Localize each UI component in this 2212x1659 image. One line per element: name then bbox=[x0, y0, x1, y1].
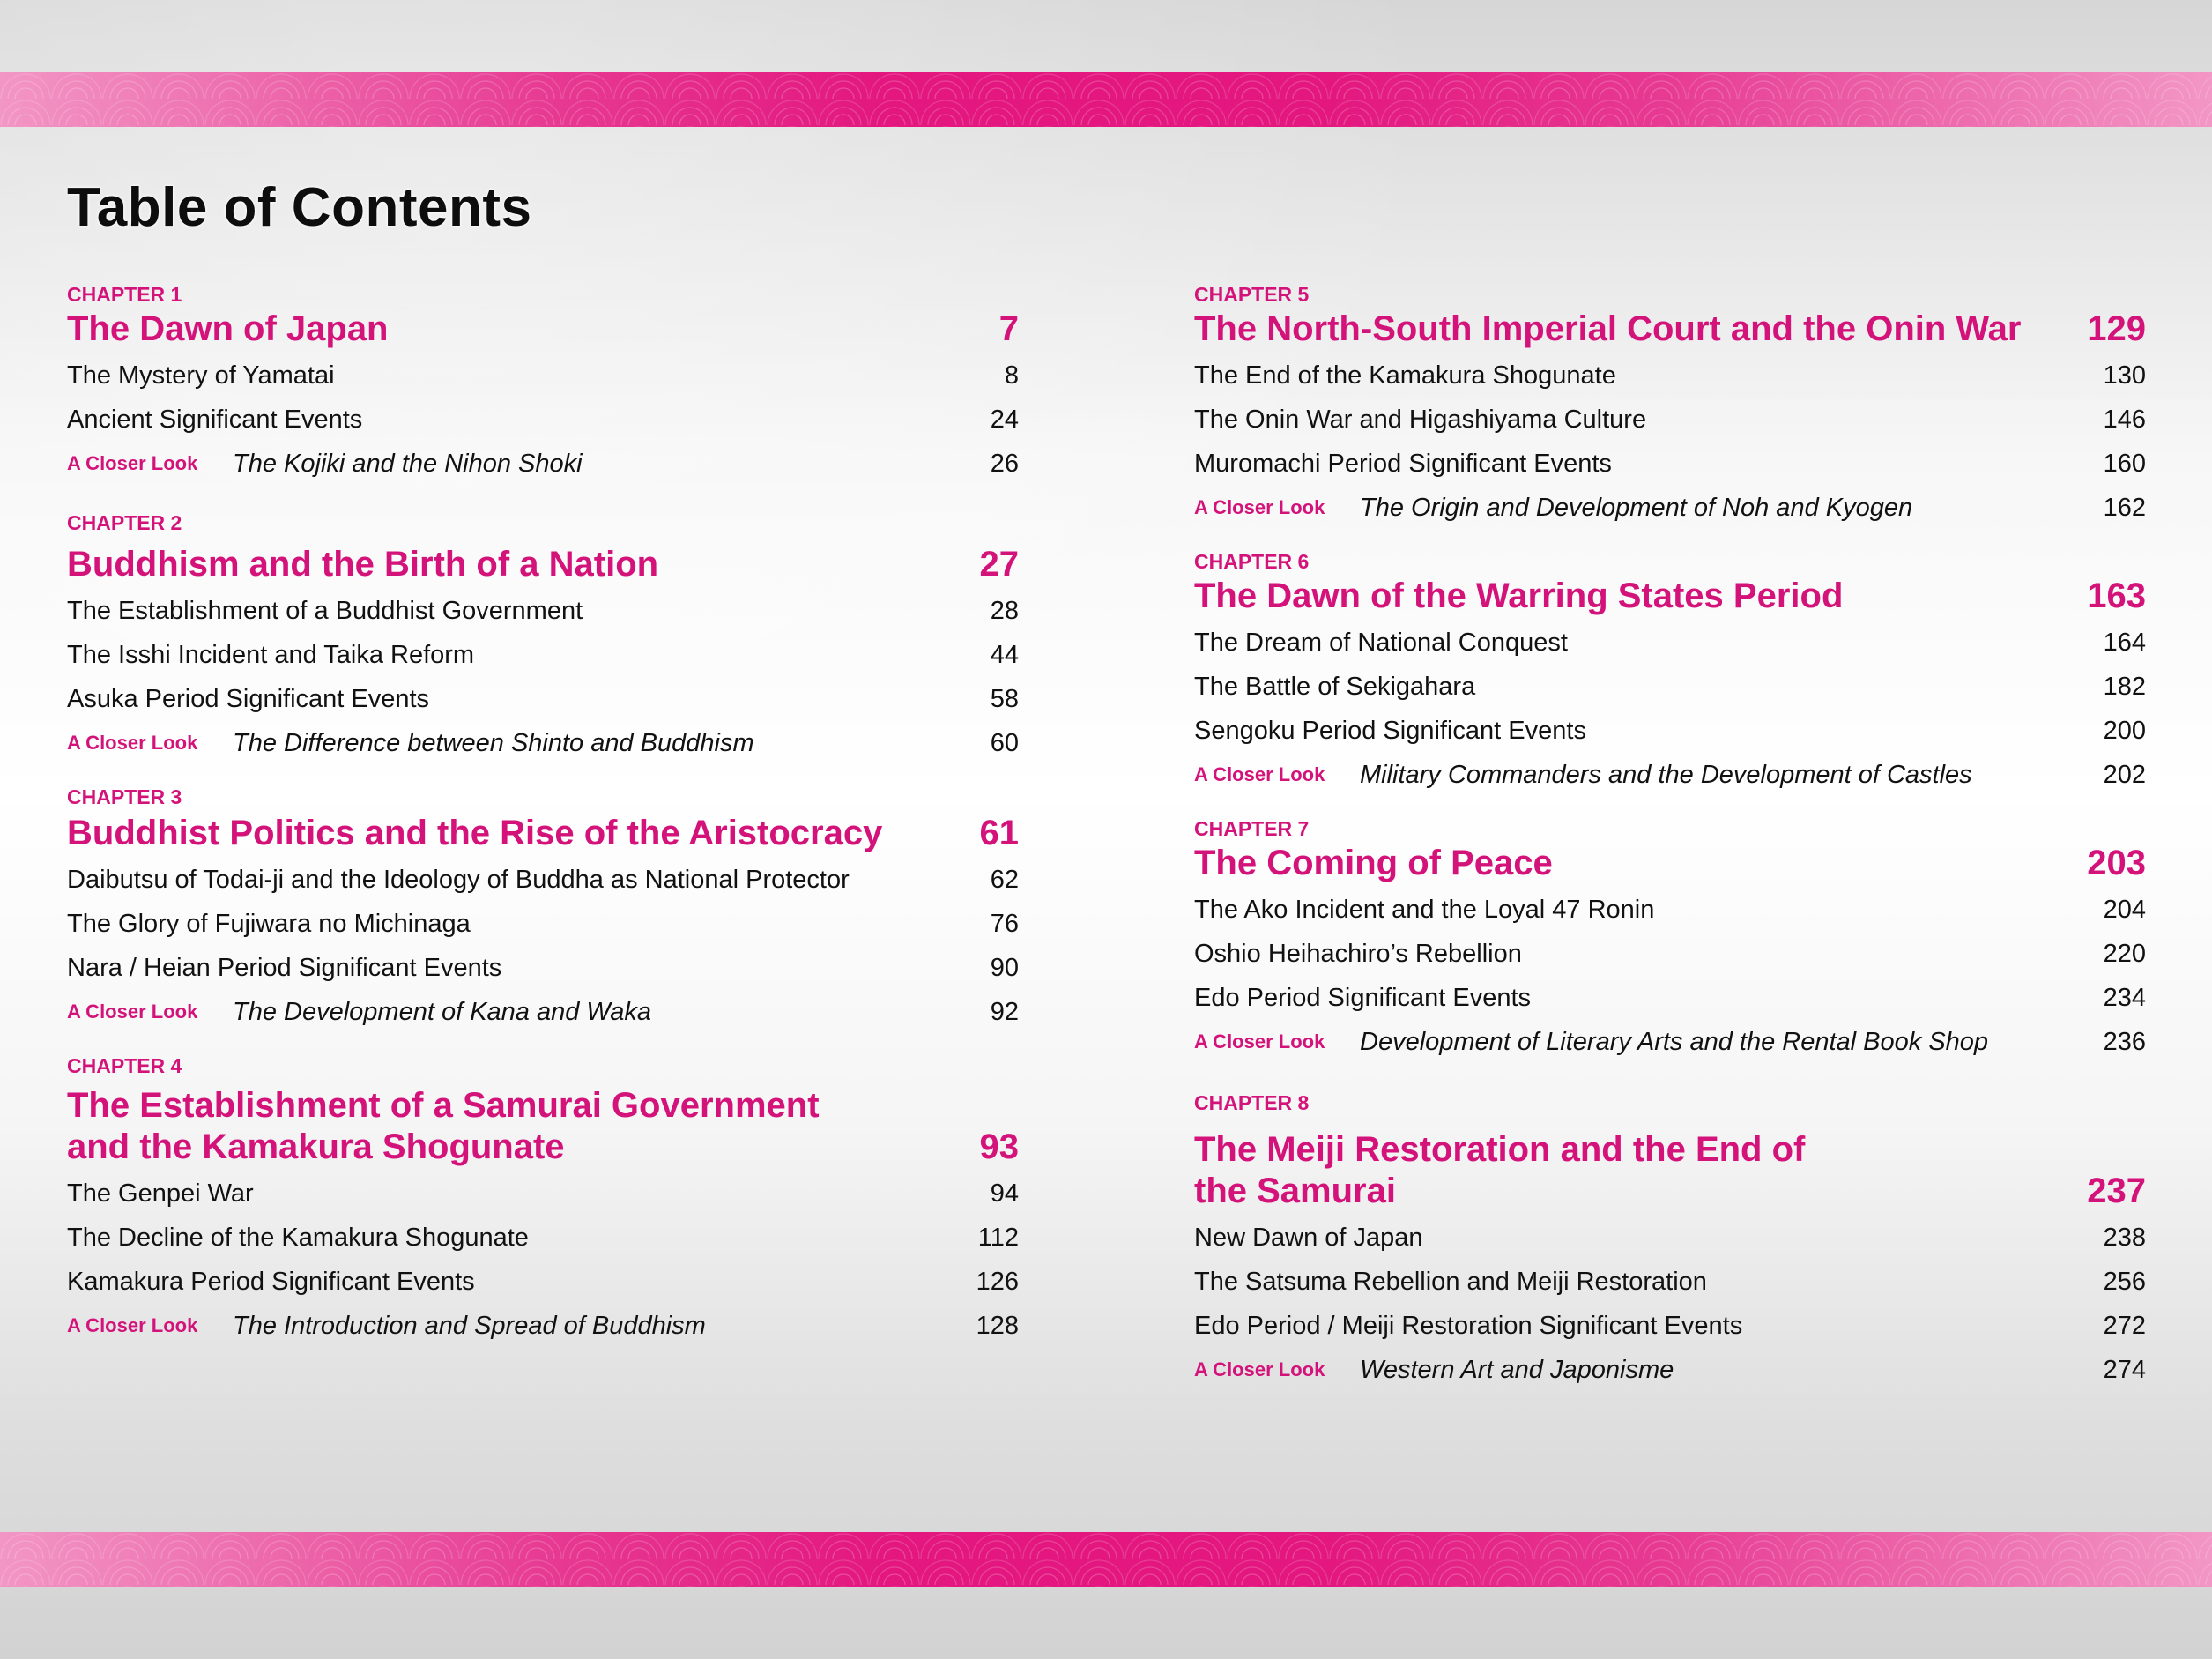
entry-page: 128 bbox=[976, 1311, 1019, 1340]
closer-look-title: The Difference between Shinto and Buddhism bbox=[233, 728, 754, 757]
closer-look-wrap bbox=[1194, 1028, 1988, 1057]
toc-column-left bbox=[67, 280, 1019, 1348]
chapter-page: 237 bbox=[2087, 1172, 2146, 1210]
closer-look-title: The Origin and Development of Noh and Kyogen bbox=[1360, 493, 1913, 522]
closer-look-title: Military Commanders and the Development of Castles bbox=[1360, 760, 1972, 789]
chapter-title-line-2: and the Kamakura Shogunate bbox=[67, 1127, 565, 1166]
chapter-title: The Dawn of the Warring States Period bbox=[1194, 577, 1844, 615]
closer-look-wrap bbox=[1194, 761, 1972, 790]
chapter-6 bbox=[1194, 547, 2146, 797]
toc-entry[interactable] bbox=[1194, 665, 2146, 709]
toc-entry[interactable] bbox=[1194, 888, 2146, 932]
chapter-heading[interactable] bbox=[1194, 843, 2146, 884]
chapter-label: CHAPTER 1 bbox=[67, 283, 182, 306]
chapter-title: The Dawn of Japan bbox=[67, 309, 389, 348]
chapter-page: 203 bbox=[2087, 844, 2146, 882]
toc-entry[interactable] bbox=[67, 946, 1019, 990]
chapter-title: Buddhist Politics and the Rise of the Aristocracy bbox=[67, 814, 883, 852]
closer-look-tag: A Closer Look bbox=[67, 1314, 198, 1336]
chapter-heading[interactable] bbox=[67, 1085, 1019, 1168]
toc-entry[interactable] bbox=[67, 858, 1019, 902]
entry-title: The Battle of Sekigahara bbox=[1194, 672, 1476, 701]
closer-look-tag: A Closer Look bbox=[1194, 496, 1325, 518]
toc-entry[interactable] bbox=[67, 398, 1019, 442]
chapter-4 bbox=[67, 1052, 1019, 1348]
entry-page: 234 bbox=[2103, 983, 2146, 1012]
closer-look-entry[interactable] bbox=[1194, 753, 2146, 797]
toc-entry[interactable] bbox=[67, 1216, 1019, 1260]
entry-title: Ancient Significant Events bbox=[67, 405, 363, 434]
chapter-label: CHAPTER 2 bbox=[67, 511, 182, 534]
chapter-heading[interactable] bbox=[1194, 1129, 2146, 1212]
chapter-title: Buddhism and the Birth of a Nation bbox=[67, 545, 659, 584]
chapter-label: CHAPTER 5 bbox=[1194, 283, 1310, 306]
entry-title: Daibutsu of Todai-ji and the Ideology of Buddha as National Protector bbox=[67, 865, 850, 894]
entry-page: 92 bbox=[990, 997, 1019, 1026]
entry-page: 162 bbox=[2103, 493, 2146, 522]
toc-column-right bbox=[1194, 280, 2146, 1392]
entry-page: 256 bbox=[2103, 1267, 2146, 1296]
bottom-decorative-band bbox=[0, 1532, 2212, 1587]
entry-page: 112 bbox=[977, 1223, 1019, 1252]
chapter-1 bbox=[67, 280, 1019, 486]
entry-title: Edo Period / Meiji Restoration Significant Events bbox=[1194, 1311, 1743, 1340]
closer-look-wrap bbox=[67, 729, 754, 758]
chapter-label: CHAPTER 4 bbox=[67, 1054, 182, 1077]
toc-entry[interactable] bbox=[1194, 442, 2146, 486]
entry-title: The Mystery of Yamatai bbox=[67, 361, 335, 390]
entry-title: The Establishment of a Buddhist Government bbox=[67, 596, 583, 625]
toc-entry[interactable] bbox=[67, 677, 1019, 721]
toc-entry[interactable] bbox=[1194, 932, 2146, 976]
closer-look-wrap bbox=[67, 450, 583, 479]
toc-entry[interactable] bbox=[67, 353, 1019, 398]
toc-entry[interactable] bbox=[1194, 621, 2146, 665]
chapter-page: 27 bbox=[979, 545, 1019, 584]
entry-page: 164 bbox=[2103, 628, 2146, 657]
chapter-page: 163 bbox=[2087, 577, 2146, 615]
chapter-5 bbox=[1194, 280, 2146, 530]
entry-page: 130 bbox=[2103, 361, 2146, 390]
entry-page: 272 bbox=[2103, 1311, 2146, 1340]
entry-page: 238 bbox=[2103, 1223, 2146, 1252]
entry-title: Sengoku Period Significant Events bbox=[1194, 716, 1586, 745]
chapter-page: 7 bbox=[998, 309, 1019, 348]
chapter-heading[interactable] bbox=[1194, 576, 2146, 617]
entry-page: 28 bbox=[990, 596, 1019, 625]
closer-look-entry[interactable] bbox=[1194, 1348, 2146, 1392]
closer-look-entry[interactable] bbox=[67, 1304, 1019, 1348]
toc-entry[interactable] bbox=[67, 902, 1019, 946]
entry-page: 220 bbox=[2103, 939, 2146, 968]
entry-title: The End of the Kamakura Shogunate bbox=[1194, 361, 1616, 390]
entry-page: 44 bbox=[990, 640, 1019, 669]
chapter-heading[interactable] bbox=[67, 309, 1019, 350]
entry-title: The Onin War and Higashiyama Culture bbox=[1194, 405, 1647, 434]
closer-look-tag: A Closer Look bbox=[1194, 1358, 1325, 1380]
entry-title: The Dream of National Conquest bbox=[1194, 628, 1568, 657]
chapter-title bbox=[67, 1085, 820, 1168]
entry-title: The Decline of the Kamakura Shogunate bbox=[67, 1223, 529, 1252]
closer-look-tag: A Closer Look bbox=[1194, 1030, 1325, 1053]
chapter-8 bbox=[1194, 1089, 2146, 1392]
entry-page: 160 bbox=[2103, 449, 2146, 478]
chapter-page: 93 bbox=[979, 1127, 1019, 1166]
closer-look-entry[interactable] bbox=[67, 721, 1019, 765]
entry-page: 94 bbox=[990, 1179, 1019, 1208]
chapter-label: CHAPTER 3 bbox=[67, 785, 182, 808]
entry-page: 236 bbox=[2103, 1027, 2146, 1056]
entry-title: Asuka Period Significant Events bbox=[67, 684, 430, 713]
chapter-3 bbox=[67, 783, 1019, 1034]
closer-look-title: Development of Literary Arts and the Rental Book Shop bbox=[1360, 1027, 1989, 1056]
entry-page: 200 bbox=[2103, 716, 2146, 745]
chapter-title-line-1: The Meiji Restoration and the End of bbox=[1194, 1130, 1806, 1169]
closer-look-tag: A Closer Look bbox=[1194, 763, 1325, 785]
closer-look-wrap bbox=[67, 1312, 706, 1341]
page-title: Table of Contents bbox=[67, 177, 532, 238]
closer-look-entry[interactable] bbox=[67, 442, 1019, 486]
entry-title: Kamakura Period Significant Events bbox=[67, 1267, 475, 1296]
entry-page: 8 bbox=[1004, 361, 1019, 390]
toc-entry[interactable] bbox=[1194, 1260, 2146, 1304]
closer-look-tag: A Closer Look bbox=[67, 452, 198, 474]
chapter-heading[interactable] bbox=[67, 813, 1019, 854]
chapter-page: 129 bbox=[2087, 309, 2146, 348]
entry-page: 24 bbox=[990, 405, 1019, 434]
entry-title: The Ako Incident and the Loyal 47 Ronin bbox=[1194, 895, 1655, 924]
entry-title: The Glory of Fujiwara no Michinaga bbox=[67, 909, 471, 938]
top-decorative-band bbox=[0, 72, 2212, 127]
toc-entry[interactable] bbox=[67, 589, 1019, 633]
toc-entry[interactable] bbox=[1194, 353, 2146, 398]
entry-page: 62 bbox=[990, 865, 1019, 894]
entry-page: 58 bbox=[990, 684, 1019, 713]
closer-look-wrap bbox=[1194, 1356, 1674, 1385]
chapter-title-line-1: The Establishment of a Samurai Government bbox=[67, 1086, 820, 1125]
entry-page: 76 bbox=[990, 909, 1019, 938]
toc-entry[interactable] bbox=[1194, 1216, 2146, 1260]
toc-entry[interactable] bbox=[67, 1260, 1019, 1304]
toc-entry[interactable] bbox=[67, 633, 1019, 677]
entry-title: The Satsuma Rebellion and Meiji Restoration bbox=[1194, 1267, 1707, 1296]
toc-entry[interactable] bbox=[1194, 976, 2146, 1020]
entry-title: New Dawn of Japan bbox=[1194, 1223, 1423, 1252]
entry-page: 274 bbox=[2103, 1355, 2146, 1384]
chapter-heading[interactable] bbox=[1194, 309, 2146, 350]
entry-page: 182 bbox=[2103, 672, 2146, 701]
chapter-title: The Coming of Peace bbox=[1194, 844, 1553, 882]
closer-look-entry[interactable] bbox=[1194, 1020, 2146, 1064]
entry-page: 60 bbox=[990, 728, 1019, 757]
entry-page: 90 bbox=[990, 953, 1019, 982]
closer-look-title: The Introduction and Spread of Buddhism bbox=[233, 1311, 706, 1340]
chapter-title: The North-South Imperial Court and the Onin War bbox=[1194, 309, 2022, 348]
entry-page: 146 bbox=[2103, 405, 2146, 434]
chapter-label: CHAPTER 6 bbox=[1194, 550, 1310, 573]
toc-entry[interactable] bbox=[1194, 398, 2146, 442]
toc-entry[interactable] bbox=[67, 1172, 1019, 1216]
closer-look-wrap bbox=[1194, 494, 1912, 523]
entry-page: 204 bbox=[2103, 895, 2146, 924]
chapter-7 bbox=[1194, 815, 2146, 1064]
chapter-2 bbox=[67, 509, 1019, 765]
chapter-title-line-2: the Samurai bbox=[1194, 1172, 1396, 1210]
closer-look-entry[interactable] bbox=[1194, 486, 2146, 530]
entry-title: Muromachi Period Significant Events bbox=[1194, 449, 1612, 478]
entry-page: 26 bbox=[990, 449, 1019, 478]
toc-entry[interactable] bbox=[1194, 709, 2146, 753]
chapter-title bbox=[1194, 1129, 1805, 1212]
closer-look-title: The Development of Kana and Waka bbox=[233, 997, 652, 1026]
chapter-heading[interactable] bbox=[67, 544, 1019, 585]
closer-look-wrap bbox=[67, 998, 651, 1027]
closer-look-title: Western Art and Japonisme bbox=[1360, 1355, 1674, 1384]
closer-look-entry[interactable] bbox=[67, 990, 1019, 1034]
closer-look-tag: A Closer Look bbox=[67, 732, 198, 754]
chapter-page: 61 bbox=[979, 814, 1019, 852]
closer-look-title: The Kojiki and the Nihon Shoki bbox=[233, 449, 583, 478]
entry-title: The Genpei War bbox=[67, 1179, 254, 1208]
chapter-label: CHAPTER 7 bbox=[1194, 817, 1310, 840]
toc-entry[interactable] bbox=[1194, 1304, 2146, 1348]
entry-title: Edo Period Significant Events bbox=[1194, 983, 1532, 1012]
entry-page: 126 bbox=[976, 1267, 1019, 1296]
chapter-label: CHAPTER 8 bbox=[1194, 1091, 1310, 1114]
entry-title: The Isshi Incident and Taika Reform bbox=[67, 640, 475, 669]
closer-look-tag: A Closer Look bbox=[67, 1001, 198, 1023]
entry-page: 202 bbox=[2103, 760, 2146, 789]
entry-title: Oshio Heihachiro’s Rebellion bbox=[1194, 939, 1522, 968]
entry-title: Nara / Heian Period Significant Events bbox=[67, 953, 502, 982]
